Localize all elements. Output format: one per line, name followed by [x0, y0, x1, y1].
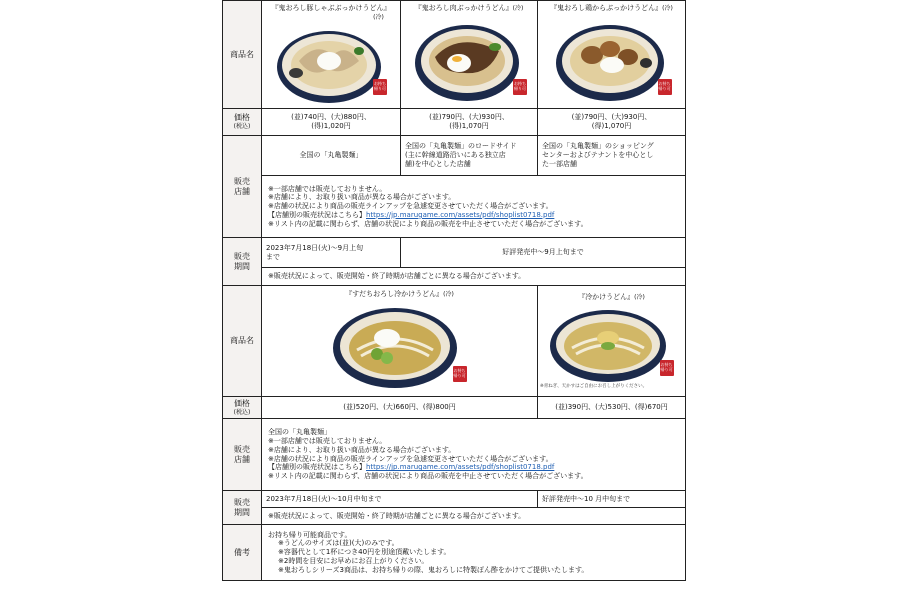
store-list-link[interactable]: https://jp.marugame.com/assets/pdf/shoplist0718.pdf: [366, 210, 555, 219]
product-5-photo: [542, 302, 682, 384]
photo-caption: ※青ねぎ、天かすはご自由にお召し上がりください。: [540, 383, 648, 389]
store-list-link[interactable]: https://jp.marugame.com/assets/pdf/shoplist0718.pdf: [366, 463, 555, 472]
takeout-badge: お持ち 帰り可: [660, 360, 674, 376]
s2-product-1: [262, 286, 538, 397]
s1-product-1: [262, 1, 401, 109]
s2-product-2: [538, 286, 686, 397]
s1-period-left: 2023年7月18日(火)～9月上旬 まで: [262, 238, 401, 268]
product-4-photo: [325, 298, 475, 392]
s1-store-notes-row: [223, 176, 686, 238]
product-3-cold: (冷): [662, 5, 673, 13]
product-5-cold: (冷): [634, 293, 645, 301]
s1-period-note-row: [223, 268, 686, 286]
store-header: 販売: [234, 176, 250, 186]
s1-product-2: [401, 1, 538, 109]
remarks-notes: お持ち帰り可能商品です。 ※うどんのサイズは(並)(大)のみです。 ※容器代として1杯につき40円を別途頂戴いたします。 ※2時間を目安にお早めにお召上がりください。 ※鬼おろしシリーズ3商品は、お持ち帰りの際、鬼おろしに特製ぽん酢をかけてご提供いたします。: [262, 525, 686, 581]
product-2-photo: [409, 13, 529, 105]
s1-price-3: (並)790円、(大)930円、 (得)1,070円: [538, 109, 686, 136]
product-4-name: 『すだちおろし冷かけうどん』: [345, 289, 444, 298]
period-header: 販売: [234, 497, 250, 507]
s2-product-row: [223, 286, 686, 397]
product-3-name: 『鬼おろし鶏からぶっかけうどん』: [550, 4, 663, 13]
store-link-label: 【店舗別の販売状況はこちら】: [268, 463, 366, 472]
product-table: [222, 0, 686, 581]
s2-period-row: 販売 期間 2023年7月18日(火)～10月中旬まで 好評発売中～10 月中旬まで: [223, 491, 686, 508]
s2-store-row: 販売 店舗 全国の「丸亀製麺」 ※一部店舗では販売しておりません。 ※店舗により、お取り扱い商品が異なる場合がございます。 ※店舗の状況により商品の販売ラインアップを急遽変更させていただく場合がございます。 【店舗別の販売状況はこちら】https://jp.marugame.com/assets/pdf/shoplist0718.pdf ※リスト内の記載に関わらず、店舗の状況により商品の販売を中止させていただく場合がございます。: [223, 419, 686, 491]
product-2-name: 『鬼おろし肉ぶっかけうどん』: [414, 4, 513, 13]
product-name-header: 商品名: [223, 286, 262, 397]
store-link-label: 【店舗別の販売状況はこちら】: [268, 210, 366, 219]
s1-store-1: 全国の「丸亀製麺」: [262, 136, 401, 176]
product-1-cold: (冷): [373, 13, 384, 21]
s1-store-2: 全国の「丸亀製麺」のロードサイド (主に幹線道路沿いにある独立店 舗)を中心とした店舗: [401, 136, 538, 176]
price-header: 価格: [234, 113, 250, 123]
s2-price-1: (並)520円、(大)660円、(得)800円: [262, 397, 538, 419]
s2-price-2: (並)390円、(大)530円、(得)670円: [538, 397, 686, 419]
price-tax-note: (税込): [233, 408, 251, 416]
s2-store-notes: 全国の「丸亀製麺」 ※一部店舗では販売しておりません。 ※店舗により、お取り扱い商品が異なる場合がございます。 ※店舗の状況により商品の販売ラインアップを急遽変更させていただく場合がございます。 【店舗別の販売状況はこちら】https://jp.marugame.com/assets/pdf/shoplist0718.pdf ※リスト内の記載に関わらず、店舗の状況により商品の販売を中止させていただく場合がございます。: [262, 419, 686, 491]
s2-period-note: ※販売状況によって、販売開始・終了時期が店舗ごとに異なる場合がございます。: [262, 508, 686, 525]
s1-product-row: [223, 1, 686, 109]
period-header: 販売: [234, 251, 250, 261]
s2-period-note-row: [223, 508, 686, 525]
s2-price-row: [223, 397, 686, 419]
product-3-photo: [550, 13, 674, 105]
product-name-header: 商品名: [223, 1, 262, 109]
s1-store-3: 全国の「丸亀製麺」のショッピング センターおよびテナントを中心とし た一部店舗: [538, 136, 686, 176]
product-5-name: 『冷かけうどん』: [578, 292, 635, 301]
s2-period-left: 2023年7月18日(火)～10月中旬まで: [262, 491, 538, 508]
takeout-badge: お持ち 帰り可: [658, 79, 672, 95]
s1-product-3: [538, 1, 686, 109]
product-1-name: 『鬼おろし豚しゃぶぶっかけうどん』: [271, 3, 391, 12]
product-2-cold: (冷): [512, 5, 524, 13]
price-header: 価格: [234, 398, 250, 408]
bowl-image: [409, 13, 529, 105]
s1-price-row: [223, 109, 686, 136]
product-1-photo: [271, 21, 391, 105]
s2-period-right: 好評発売中～10 月中旬まで: [538, 491, 686, 508]
price-tax-note: (税込): [233, 123, 251, 131]
takeout-badge: お持ち 帰り可: [513, 79, 527, 95]
product-info-sheet: [222, 0, 685, 600]
remarks-header: 備考: [223, 525, 262, 581]
s1-store-row: 販売 店舗 全国の「丸亀製麺」 全国の「丸亀製麺」のロードサイド (主に幹線道路沿いにある独立店 舗)を中心とした店舗 全国の「丸亀製麺」のショッピング センターおよびテナントを中心とし た一部店舗: [223, 136, 686, 176]
store-header: 販売: [234, 444, 250, 454]
product-4-cold: (冷): [443, 290, 454, 298]
s1-period-right: 好評発売中～9月上旬まで: [401, 238, 686, 268]
s1-period-row: 販売 期間 2023年7月18日(火)～9月上旬 まで 好評発売中～9月上旬まで: [223, 238, 686, 268]
s1-price-1: (並)740円、(大)880円、 (得)1,020円: [262, 109, 401, 136]
s1-store-notes: ※一部店舗では販売しておりません。 ※店舗により、お取り扱い商品が異なる場合がございます。 ※店舗の状況により商品の販売ラインアップを急遽変更させていただく場合がございます。 【店舗別の販売状況はこちら】https://jp.marugame.com/assets/pdf/shoplist0718.pdf ※リスト内の記載に関わらず、店舗の状況により商品の販売を中止させていただく場合がございます。: [262, 176, 686, 238]
takeout-badge: お持ち 帰り可: [373, 79, 387, 95]
s1-period-note: ※販売状況によって、販売開始・終了時期が店舗ごとに異なる場合がございます。: [262, 268, 686, 286]
remarks-row: [223, 525, 686, 581]
bowl-image: [550, 13, 674, 105]
s1-price-2: (並)790円、(大)930円、 (得)1,070円: [401, 109, 538, 136]
takeout-badge: お持ち 帰り可: [453, 366, 467, 382]
